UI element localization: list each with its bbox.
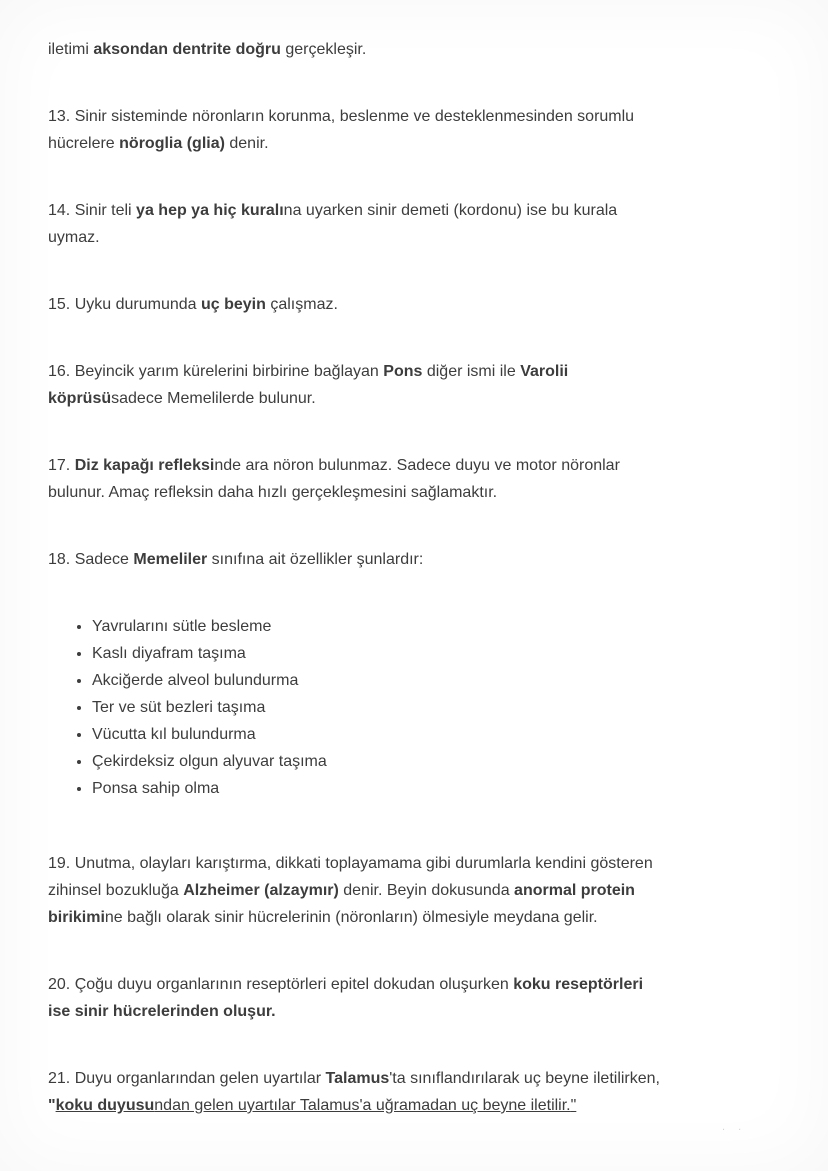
list-item: • Ponsa sahip olma	[92, 775, 742, 802]
text-segment: nöroglia (glia)	[119, 135, 225, 152]
paragraph-12-continuation	[48, 36, 742, 63]
text-segment: koku reseptörleri	[513, 976, 644, 993]
text-segment: ise sinir hücrelerinden oluşur.	[48, 1003, 276, 1020]
text-segment: bulunur. Amaç refleksin daha hızlı gerçekleşmesini sağlamaktır.	[48, 484, 498, 501]
text-segment: uymaz.	[48, 229, 100, 246]
text-segment: çalışmaz.	[265, 296, 338, 313]
text-segment: zihinsel bozukluğa	[48, 882, 184, 899]
text-segment: 16. Beyincik yarım kürelerini birbirine bağlayan	[48, 363, 384, 380]
text-line	[48, 1092, 742, 1119]
text-line	[48, 998, 742, 1025]
text-line	[48, 130, 742, 157]
text-segment: Varolii	[520, 363, 569, 380]
text-segment: diğer ismi ile	[422, 363, 521, 380]
text-line	[48, 385, 742, 412]
item-16	[48, 358, 742, 412]
text-segment: iletimi	[48, 41, 94, 58]
text-line	[48, 1065, 742, 1092]
text-line	[48, 850, 742, 877]
text-segment: Alzheimer (alzaymır)	[183, 882, 339, 899]
text-segment: Pons	[383, 363, 423, 380]
text-segment: aksondan dentrite doğru	[93, 41, 281, 58]
text-segment: 18. Sadece	[48, 551, 134, 568]
text-segment: ne bağlı olarak sinir hücrelerinin (nöronların) ölmesiyle meydana gelir.	[104, 909, 598, 926]
list-item: • Vücutta kıl bulundurma	[92, 721, 742, 748]
text-segment: 19. Unutma, olayları karıştırma, dikkati toplayamama gibi durumlarla kendini gösteren	[48, 855, 653, 872]
text-line	[48, 36, 742, 63]
text-segment: hücrelere	[48, 135, 120, 152]
text-segment: nde ara nöron bulunmaz. Sadece duyu ve motor nöronlar	[214, 457, 620, 474]
text-line	[48, 291, 742, 318]
list-item: • Yavrularını sütle besleme	[92, 613, 742, 640]
text-segment: Talamus	[325, 1070, 390, 1087]
text-segment: 'ta sınıflandırılarak uç beyne iletilirken,	[389, 1070, 660, 1087]
text-segment: "	[570, 1097, 577, 1114]
item-14	[48, 197, 742, 251]
text-segment: 17.	[48, 457, 75, 474]
text-line	[48, 103, 742, 130]
text-segment: sınıfına ait özellikler şunlardır:	[207, 551, 424, 568]
text-segment: uç beyin	[200, 296, 266, 313]
item-17	[48, 452, 742, 506]
item-18	[48, 546, 742, 573]
item-13	[48, 103, 742, 157]
text-segment: gerçekleşir.	[280, 41, 367, 58]
text-segment: Memeliler	[133, 551, 208, 568]
text-line	[48, 224, 742, 251]
text-segment: koku duyusu	[55, 1097, 155, 1114]
text-segment: denir.	[224, 135, 269, 152]
text-segment: birikimi	[48, 909, 105, 926]
list-item: • Çekirdeksiz olgun alyuvar taşıma	[92, 748, 742, 775]
page-corner-artifact: . .	[722, 1121, 747, 1133]
list-item: • Ter ve süt bezleri taşıma	[92, 694, 742, 721]
text-line	[48, 479, 742, 506]
text-line	[48, 546, 742, 573]
text-segment: 15. Uyku durumunda	[48, 296, 201, 313]
text-segment: 21. Duyu organlarından gelen uyartılar	[48, 1070, 326, 1087]
text-line	[48, 452, 742, 479]
text-segment: ya hep ya hiç kuralı	[136, 202, 284, 219]
item-15	[48, 291, 742, 318]
list-item: • Akciğerde alveol bulundurma	[92, 667, 742, 694]
item-20	[48, 971, 742, 1025]
item-18-feature-list	[48, 613, 742, 802]
text-line	[48, 197, 742, 224]
item-19	[48, 850, 742, 931]
text-line	[48, 877, 742, 904]
text-segment: "	[48, 1097, 56, 1114]
text-line	[48, 971, 742, 998]
text-segment: 20. Çoğu duyu organlarının reseptörleri epitel dokudan oluşurken	[48, 976, 514, 993]
item-21	[48, 1065, 742, 1119]
text-segment: köprüsü	[48, 390, 112, 407]
text-segment: sadece Memelilerde bulunur.	[111, 390, 316, 407]
text-line	[48, 904, 742, 931]
text-segment: anormal protein	[514, 882, 635, 899]
text-segment: 14. Sinir teli	[48, 202, 137, 219]
text-segment: 13. Sinir sisteminde nöronların korunma, beslenme ve desteklenmesinden sorumlu	[48, 108, 635, 125]
text-segment: denir. Beyin dokusunda	[338, 882, 515, 899]
text-segment: Diz kapağı refleksi	[74, 457, 215, 474]
text-line	[48, 358, 742, 385]
text-segment: na uyarken sinir demeti (kordonu) ise bu kurala	[283, 202, 618, 219]
text-segment: ndan gelen uyartılar Talamus'a uğramadan uç beyne iletilir.	[154, 1097, 571, 1114]
list-item: • Kaslı diyafram taşıma	[92, 640, 742, 667]
